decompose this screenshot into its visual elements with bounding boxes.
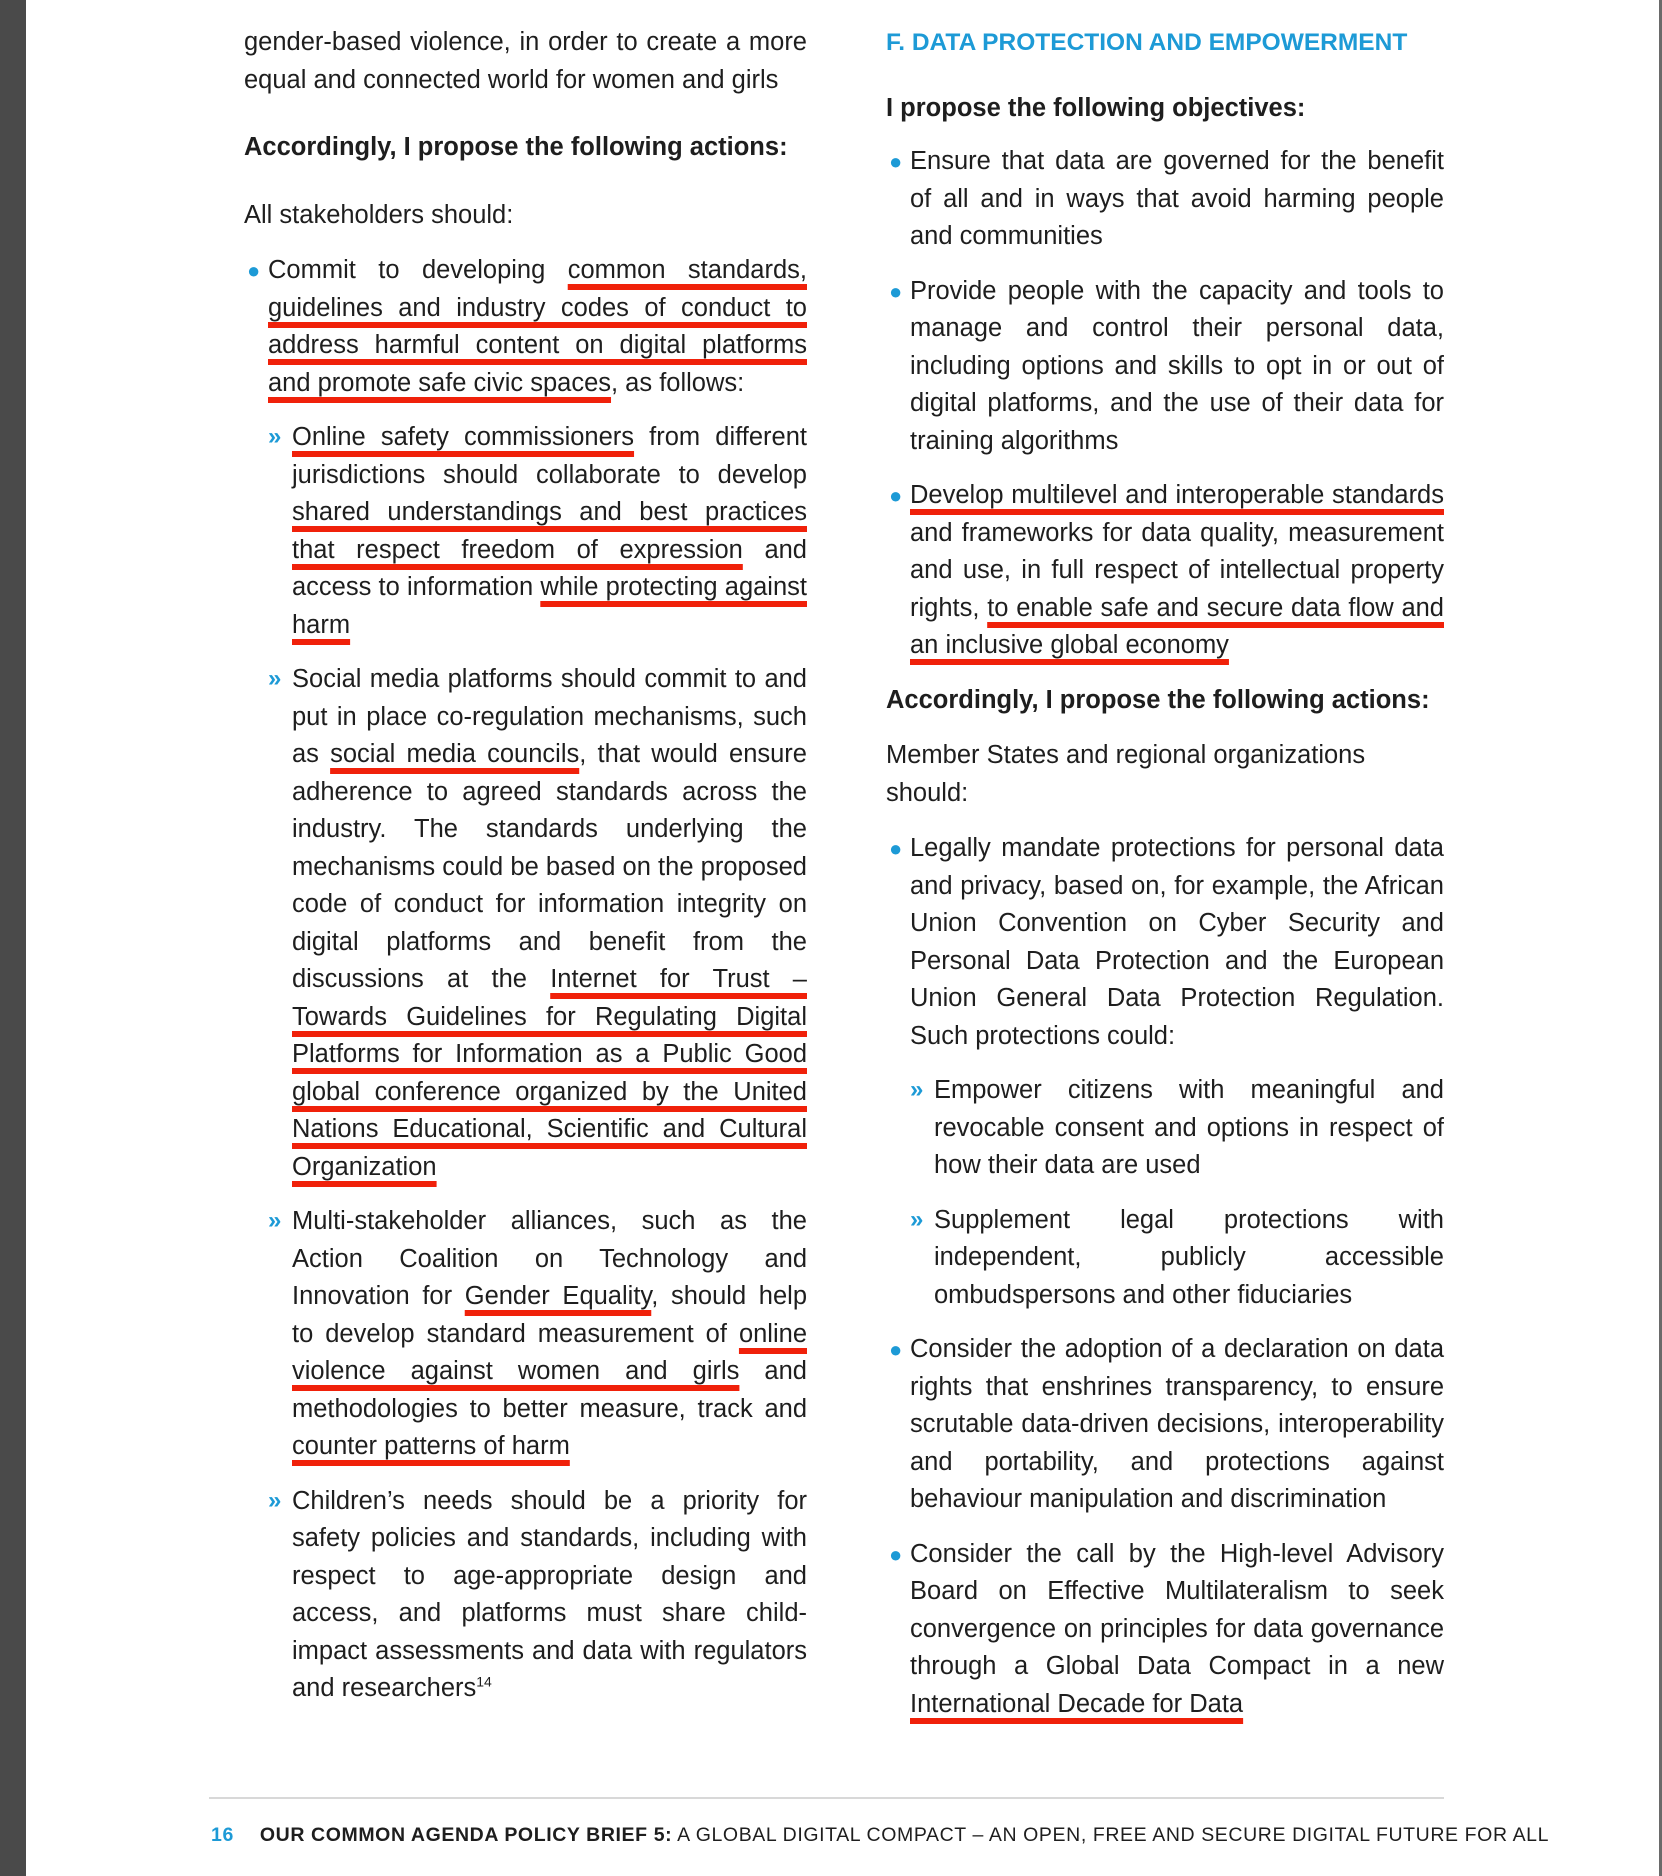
bullet-dot-icon: ● [889,1541,903,1567]
highlight: to enable safe and secure data flow and an inclusive global economy [910,593,1444,659]
bullet-dot-icon: ● [247,258,261,283]
highlight: Develop multilevel and interoperable standards [910,481,1444,509]
footer-title: OUR COMMON AGENDA POLICY BRIEF 5: [259,1824,673,1846]
highlight: Gender Equality [464,1282,652,1310]
chevron-right-icon: » [268,423,282,450]
intro-paragraph: gender-based violence, in order to create a more equal and connected world for women and girls [244,28,807,94]
viewer-left-margin [0,0,26,1876]
chevron-right-icon: » [910,1076,924,1103]
member-states-line: Member States and regional organizations should: [886,741,1366,807]
sub-children: » Children’s needs should be a priority for safety policies and standards, including with respect to age-appropriate design and access, and platforms must share child-impact assessments and data with regulators and researchers$^{14}$ [244,1483,807,1708]
bullet-dot-icon: ● [889,149,903,174]
highlight: International Decade for Data [910,1689,1244,1718]
page-footer [211,1824,1550,1847]
sub-multi-stakeholder: » Multi-stakeholder alliances, such as the Action Coalition on Technology and Innovation for Gender Equality, should help to develop standard measurement of online violence against women and girls and methodologies to better measure, track and counter patterns of harm [244,1203,807,1466]
footer-subtitle: A GLOBAL DIGITAL COMPACT – AN OPEN, FREE AND SECURE DIGITAL FUTURE FOR ALL [672,1824,1550,1846]
bullet-dot-icon: ● [889,483,903,508]
highlight: common standards, guidelines and industry codes of conduct to address harmful content on digital platforms and promote safe civic spaces [268,256,807,397]
sub-ombudspersons: » Supplement legal protections with independent, publicly accessible ombudspersons and other fiduciaries [886,1202,1444,1315]
footnote-marker[interactable]: 14 [476,1673,492,1690]
action-data-rights: ● Consider the adoption of a declaration on data rights that enshrines transparency, to ensure scrutable data-driven decisions, interoperability and portability, and protections against behaviour manipulation and discrimination [886,1331,1444,1519]
highlight: counter patterns of harm [292,1432,570,1460]
action-legal-mandate: ● Legally mandate protections for personal data and privacy, based on, for example, the African Union Convention on Cyber Security and Personal Data Protection and the European Union General Data Protection Regulation. Such protections could: [886,830,1444,1055]
actions-heading-right: Accordingly, I propose the following actions: [886,685,1430,714]
highlight: shared understandings and best practices that respect freedom of expression [292,498,807,564]
objective-governed-data: ● Ensure that data are governed for the benefit of all and in ways that avoid harming people and communities [886,143,1444,256]
highlight: Internet for Trust – Towards Guidelines for Regulating Digital Platforms for Information as a Public Good global conference organized by the United Nations Educational, Scientific and Cultural Organization [292,965,807,1181]
highlight: online violence against women and girls [292,1319,807,1385]
objectives-heading: I propose the following objectives: [886,93,1306,122]
bullet-dot-icon: ● [889,278,903,304]
section-title: F. DATA PROTECTION AND EMPOWERMENT [886,29,1408,56]
objective-standards: ● Develop multilevel and interoperable standards and frameworks for data quality, measurement and use, in full respect of intellectual property rights, to enable safe and secure data flow and an inclusive global economy [886,477,1444,665]
actions-heading-left: Accordingly, I propose the following actions: [244,133,788,161]
stakeholders-line: All stakeholders should: [244,200,514,229]
bullet-dot-icon: ● [889,836,903,861]
highlight: social media councils [330,740,580,768]
bullet-common-standards: ● Commit to developing common standards, guidelines and industry codes of conduct to address harmful content on digital platforms and promote safe civic spaces, as follows: [244,252,807,402]
left-column [244,24,807,1725]
chevron-right-icon: » [910,1205,924,1233]
action-global-data-compact: ● Consider the call by the High-level Advisory Board on Effective Multilateralism to seek convergence on principles for data governance through a Global Data Compact in a new International Decade for Data [886,1536,1444,1724]
highlight: while protecting against harm [292,573,807,639]
chevron-right-icon: » [268,1486,282,1514]
footer-divider [209,1797,1444,1799]
page-number: 16 [211,1824,234,1846]
chevron-right-icon: » [268,665,282,692]
highlight: Online safety commissioners [292,423,635,451]
chevron-right-icon: » [268,1207,282,1234]
right-column [886,24,1444,1740]
sub-social-media: » Social media platforms should commit to and put in place co-regulation mechanisms, such as social media councils, that would ensure adherence to agreed standards across the industry. The standards underlying the mechanisms could be based on the proposed code of conduct for information integrity on digital platforms and benefit from the discussions at the Internet for Trust – Towards Guidelines for Regulating Digital Platforms for Information as a Public Good global conference organized by the United Nations Educational, Scientific and Cultural Organization [244,661,807,1186]
sub-empower-citizens: » Empower citizens with meaningful and revocable consent and options in respect of how their data are used [886,1072,1444,1185]
objective-capacity-tools: ● Provide people with the capacity and tools to manage and control their personal data, including options and skills to opt in or out of digital platforms, and the use of their data for training algorithms [886,273,1444,461]
sub-online-safety: » Online safety commissioners from different jurisdictions should collaborate to develop shared understandings and best practices that respect freedom of expression and access to information while protecting against harm [244,419,807,644]
bullet-dot-icon: ● [889,1337,903,1362]
